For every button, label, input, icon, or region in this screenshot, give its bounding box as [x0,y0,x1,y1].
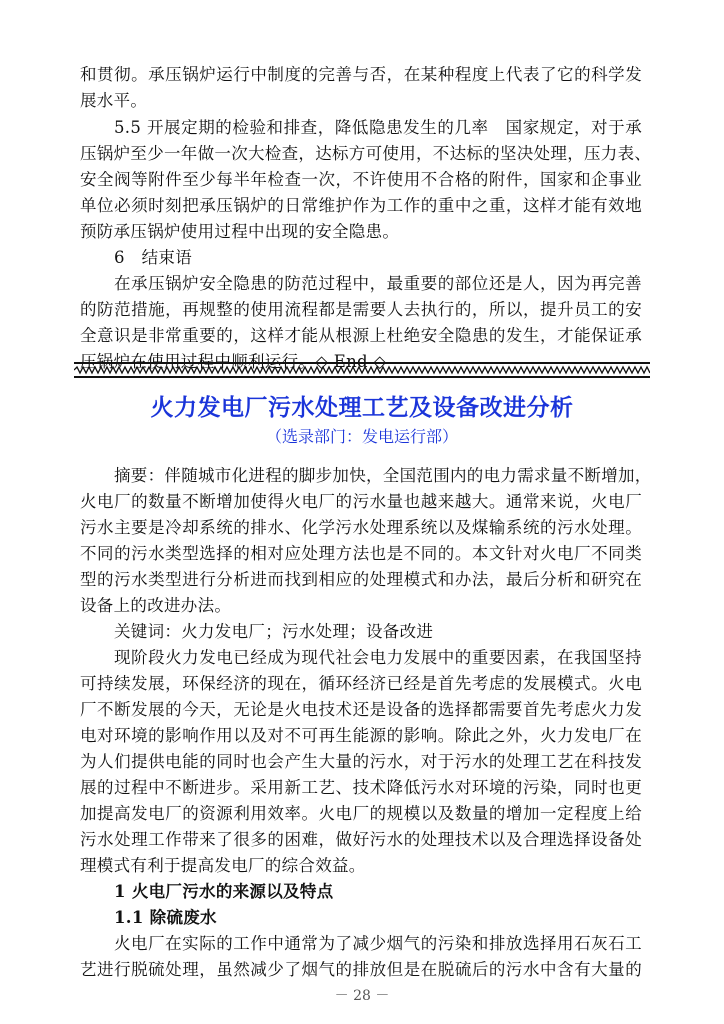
paragraph-line: 展的过程中不断进步。采用新工艺、技术降低污水对环境的污染，同时也更 [80,778,642,797]
article-title: 火力发电厂污水处理工艺及设备改进分析 [150,395,574,421]
paragraph-line: 预防承压锅炉使用过程中出现的安全隐患。 [80,222,400,241]
paragraph-line: 在承压锅炉安全隐患的防范过程中，最重要的部位还是人，因为再完善 [114,274,642,293]
section-heading-5-5: 5.5 开展定期的检验和排查，降低隐患发生的几率 国家规定，对于承 [114,118,642,137]
paragraph-line: 厂不断发展的今天，无论是火电技术还是设备的选择都需要首先考虑火力发 [80,700,642,719]
section-heading-conclusion: 6 结束语 [114,248,192,267]
paragraph-line: 为人们提供电能的同时也会产生大量的污水，对于污水的处理工艺在科技发 [80,752,642,771]
paragraph-line: 展水平。 [80,91,148,110]
abstract-line: 设备上的改进办法。 [80,596,232,615]
paragraph-line: 可持续发展，环保经济的现在，循环经济已经是首先考虑的发展模式。火电 [80,674,642,693]
page-number: － 28 － [334,988,390,1004]
abstract-line: 火电厂的数量不断增加使得火电厂的污水量也越来越大。通常来说，火电厂 [80,492,642,511]
abstract-line: 型的污水类型进行分析进而找到相应的处理模式和办法，最后分析和研究在 [80,570,642,589]
section-heading-1: 1 火电厂污水的来源以及特点 [114,882,334,901]
abstract-line: 摘要：伴随城市化进程的脚步加快，全国范围内的电力需求量不断增加， [114,466,652,485]
paragraph-line: 现阶段火力发电已经成为现代社会电力发展中的重要因素，在我国坚持 [114,648,642,667]
paragraph-line: 理模式有利于提高发电厂的综合效益。 [80,856,366,875]
paragraph-line: 污水处理工作带来了很多的困难，做好污水的处理技术以及合理选择设备处 [80,830,642,849]
section-heading-1-1: 1.1 除硫废水 [114,908,217,927]
keywords-line: 关键词：火力发电厂；污水处理；设备改进 [114,622,434,641]
paragraph-line: 安全阀等附件至少每半年检查一次，不许使用不合格的附件，国家和企事业 [80,170,642,189]
section-divider [74,361,650,379]
paragraph-line: 加提高发电厂的资源利用效率。火电厂的规模以及数量的增加一定程度上给 [80,804,642,823]
abstract-line: 不同的污水类型选择的相对应处理方法也是不同的。本文针对火电厂不同类 [80,544,642,563]
paragraph-line: 和贯彻。承压锅炉运行中制度的完善与否，在某种程度上代表了它的科学发 [80,65,642,84]
paragraph-line: 压锅炉至少一年做一次大检查，达标方可使用，不达标的坚决处理，压力表、 [80,144,652,163]
paragraph-line-end: 压锅炉在使用过程中顺利运行。◇ End ◇ [80,352,387,371]
paragraph-line: 火电厂在实际的工作中通常为了减少烟气的污染和排放选择用石灰石工 [114,934,642,953]
abstract-line: 污水主要是冷却系统的排水、化学污水处理系统以及煤输系统的污水处理。 [80,518,642,537]
paragraph-line: 全意识是非常重要的，这样才能从根源上杜绝安全隐患的发生，才能保证承 [80,326,642,345]
paragraph-line: 单位必须时刻把承压锅炉的日常维护作为工作的重中之重，这样才能有效地 [80,196,642,215]
paragraph-line: 的防范措施，再规整的使用流程都是需要人去执行的，所以，提升员工的安 [80,300,642,319]
paragraph-line: 电对环境的影响作用以及对不可再生能源的影响。除此之外，火力发电厂在 [80,726,642,745]
article-department: （选录部门：发电运行部） [265,427,458,446]
paragraph-line: 艺进行脱硫处理，虽然减少了烟气的排放但是在脱硫后的污水中含有大量的 [80,960,642,979]
